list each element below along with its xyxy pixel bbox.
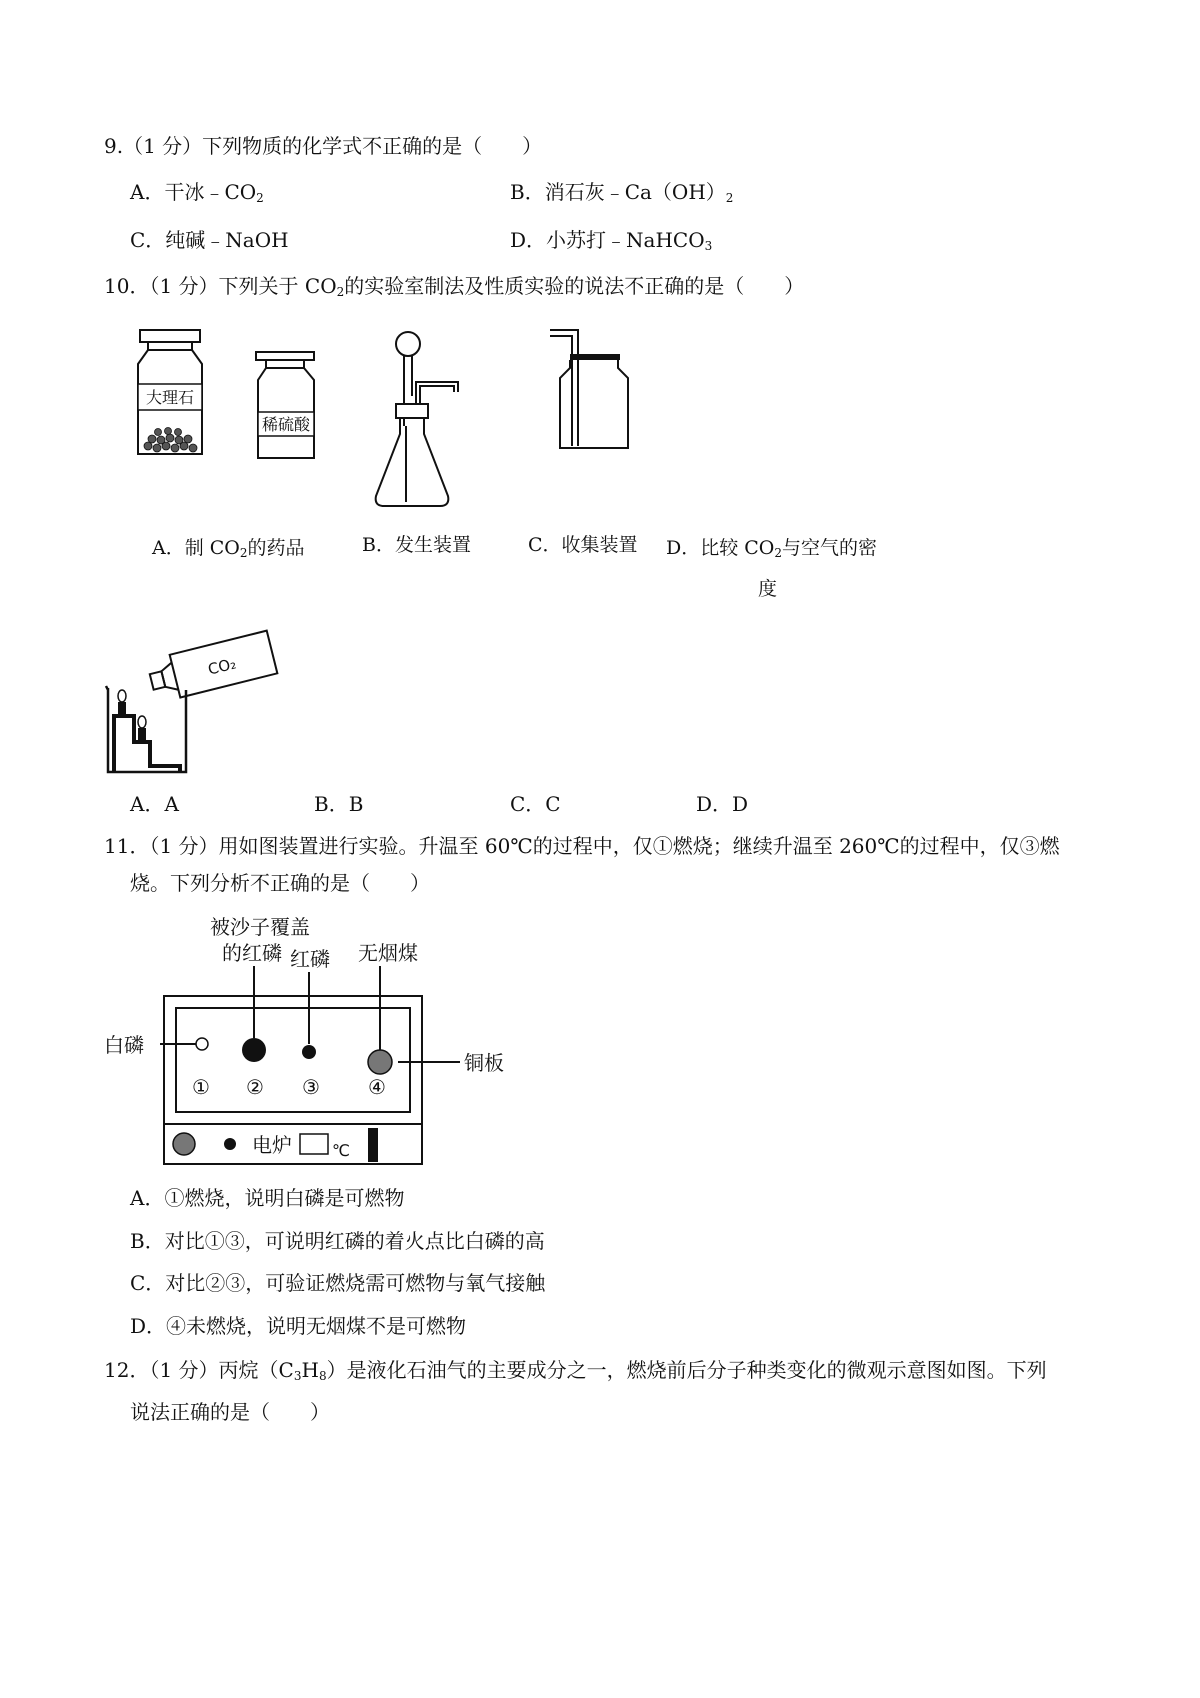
q12-stem-mid: H xyxy=(301,1358,319,1382)
q10-caption-c: C．收集装置 xyxy=(528,534,638,556)
q11-option-c: C．对比②③，可验证燃烧需可燃物与氧气接触 xyxy=(130,1271,546,1295)
q11-number-1: ① xyxy=(192,1075,210,1099)
q10-caption-a-post: 的药品 xyxy=(247,537,305,559)
q10-caption-d-post: 与空气的密 xyxy=(782,537,878,559)
q9-option-b-text: B．消石灰﹣Ca（OH） xyxy=(510,180,726,204)
q10-caption-a-pre: A．制 CO xyxy=(152,537,240,559)
q11-label-copper-plate: 铜板 xyxy=(464,1051,504,1075)
q10-stem-pre: 10．（1 分）下列关于 CO xyxy=(104,274,337,298)
q10-caption-b: B．发生装置 xyxy=(362,534,471,556)
q11-number-3: ③ xyxy=(302,1075,320,1099)
q11-option-d: D．④未燃烧，说明无烟煤不是可燃物 xyxy=(130,1314,467,1338)
q10-option-a: A．A xyxy=(130,792,179,816)
q10-caption-d xyxy=(666,539,877,559)
q11-option-b: B．对比①③，可说明红磷的着火点比白磷的高 xyxy=(130,1229,545,1253)
q11-label-anthracite: 无烟煤 xyxy=(358,941,418,965)
q11-figure-electric-stove xyxy=(100,910,520,1170)
q9-option-d-text: D．小苏打﹣NaHCO xyxy=(510,228,705,252)
q10-option-b: B．B xyxy=(314,792,364,816)
q9-option-d xyxy=(510,230,712,252)
q10-figure-a-reagents xyxy=(128,322,358,472)
q11-label-covered-line2: 的红磷 xyxy=(222,941,282,965)
q10-option-d: D．D xyxy=(696,792,749,816)
q12-stem-line1 xyxy=(104,1360,1047,1382)
q10-stem-post: 的实验室制法及性质实验的说法不正确的是（ ） xyxy=(344,274,805,298)
q9-option-b-sub: 2 xyxy=(725,191,734,205)
q12-stem-sub1: 3 xyxy=(293,1369,302,1383)
q12-stem-line2: 说法正确的是（ ） xyxy=(130,1400,330,1424)
q10-marble-label: 大理石 xyxy=(145,388,195,407)
q9-option-a xyxy=(130,182,264,204)
q10-figure-b-generator xyxy=(368,326,478,516)
q10-stem-sub: 2 xyxy=(336,285,345,299)
q11-stem-line2: 烧。下列分析不正确的是（ ） xyxy=(130,871,430,895)
q10-figure-d-density xyxy=(104,626,294,776)
q9-option-b xyxy=(510,182,733,204)
q9-option-a-text: A．干冰﹣CO xyxy=(130,180,257,204)
q12-stem-sub2: 8 xyxy=(318,1369,327,1383)
q9-option-d-sub: 3 xyxy=(704,239,713,253)
q11-stem-line1: 11．（1 分）用如图装置进行实验。升温至 60℃的过程中，仅①燃烧；继续升温至 260℃的过程中，仅③燃 xyxy=(104,834,1060,858)
q10-figure-c-collector xyxy=(548,326,638,456)
q10-caption-a-sub: 2 xyxy=(239,546,248,560)
q11-number-4: ④ xyxy=(368,1075,386,1099)
q11-label-stove: 电炉 xyxy=(252,1133,292,1157)
q11-label-red-phosphorus: 红磷 xyxy=(290,947,330,971)
q11-label-degree: ℃ xyxy=(332,1141,350,1160)
q10-caption-a xyxy=(152,539,305,559)
q11-option-a: A．①燃烧，说明白磷是可燃物 xyxy=(130,1186,405,1210)
q11-label-white-phosphorus: 白磷 xyxy=(104,1033,144,1057)
q10-option-c: C．C xyxy=(510,792,561,816)
q9-stem: 9.（1 分）下列物质的化学式不正确的是（ ） xyxy=(104,134,543,158)
q10-caption-d-pre: D．比较 CO xyxy=(666,537,775,559)
q10-co2-bottle-label: CO₂ xyxy=(206,654,238,679)
q12-stem-pre: 12．（1 分）丙烷（C xyxy=(104,1358,294,1382)
q10-caption-d-line2: 度 xyxy=(758,578,778,600)
q11-number-2: ② xyxy=(246,1075,264,1099)
q11-label-covered-line1: 被沙子覆盖 xyxy=(210,915,310,939)
q10-caption-d-sub: 2 xyxy=(774,546,783,560)
q10-stem xyxy=(104,276,804,298)
q12-stem-post: ）是液化石油气的主要成分之一，燃烧前后分子种类变化的微观示意图如图。下列 xyxy=(326,1358,1047,1382)
q10-acid-label: 稀硫酸 xyxy=(261,415,311,434)
q9-option-c: C．纯碱﹣NaOH xyxy=(130,228,289,252)
q9-option-a-sub: 2 xyxy=(256,191,264,205)
